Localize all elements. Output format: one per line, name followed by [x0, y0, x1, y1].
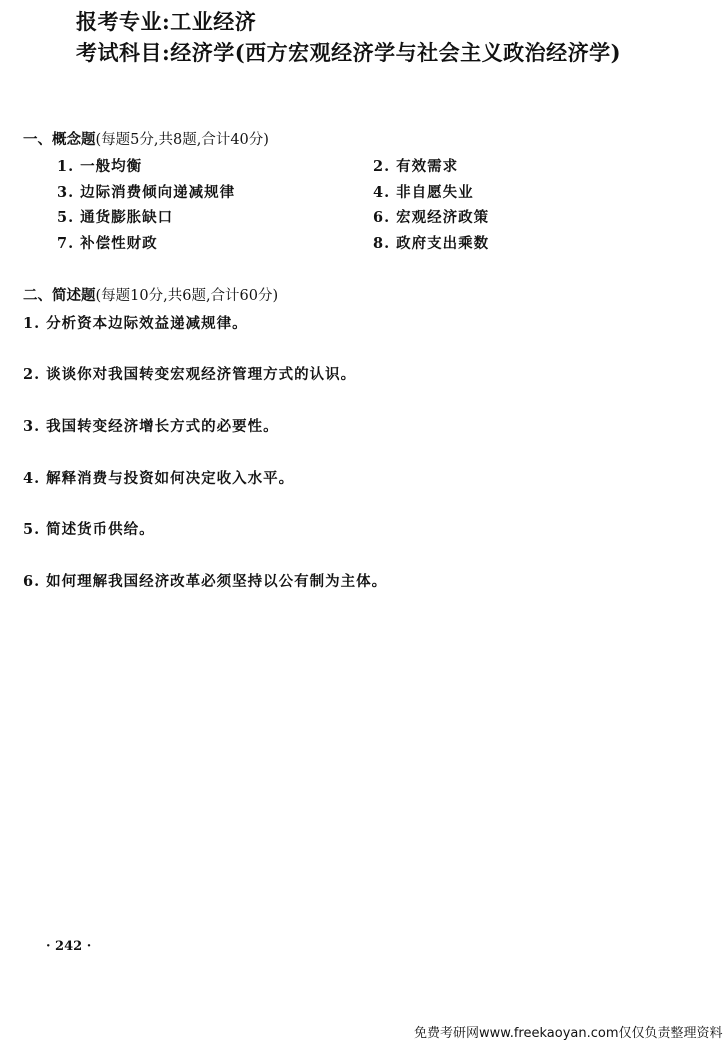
section-title-label: 二、简述题 — [23, 287, 96, 304]
concept-item: 4. 非自愿失业 — [373, 184, 474, 201]
concept-item: 1. 一般均衡 — [57, 158, 143, 175]
concept-item: 8. 政府支出乘数 — [373, 235, 490, 252]
section-note: (每题10分,共6题,合计60分) — [95, 288, 279, 304]
section-title — [23, 284, 278, 305]
question-item: 5. 简述货币供给。 — [23, 521, 155, 538]
concept-item: 2. 有效需求 — [373, 158, 459, 175]
concept-item: 6. 宏观经济政策 — [373, 209, 490, 226]
question-item: 1. 分析资本边际效益递减规律。 — [23, 315, 248, 332]
concept-item: 5. 通货膨胀缺口 — [57, 209, 174, 226]
section-note: (每题5分,共8题,合计40分) — [95, 132, 269, 148]
section-title — [23, 128, 269, 149]
exam-major: 报考专业:工业经济 — [76, 9, 257, 34]
page-number: · 242 · — [46, 939, 92, 954]
concept-item: 3. 边际消费倾向递减规律 — [57, 184, 236, 201]
question-item: 4. 解释消费与投资如何决定收入水平。 — [23, 470, 295, 487]
question-item: 6. 如何理解我国经济改革必须坚持以公有制为主体。 — [23, 573, 388, 590]
exam-subject: 考试科目:经济学(西方宏观经济学与社会主义政治经济学) — [76, 40, 622, 65]
concept-item: 7. 补偿性财政 — [57, 235, 158, 252]
footer-watermark: 免费考研网www.freekaoyan.com仅仅负责整理资料 — [414, 1026, 723, 1041]
section-title-label: 一、概念题 — [23, 131, 96, 148]
question-item: 3. 我国转变经济增长方式的必要性。 — [23, 418, 279, 435]
question-item: 2. 谈谈你对我国转变宏观经济管理方式的认识。 — [23, 366, 357, 383]
